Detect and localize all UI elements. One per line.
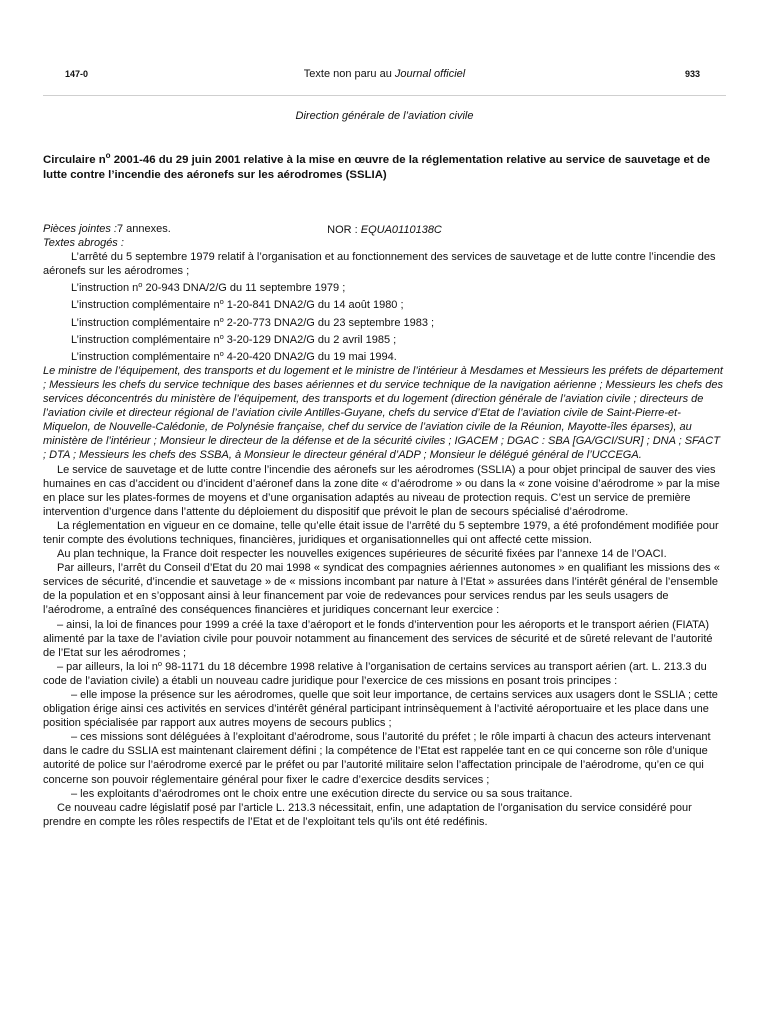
instruction-2-pre: L’instruction complémentaire n — [71, 299, 220, 312]
paragraph-sslia-purpose: Le service de sauvetage et de lutte contre l’incendie des aéronefs sur les aérodromes (SSLIA) a pour objet principal de sauver des vies humaines en cas d’accident ou d’incident d’aéronef dans la zone dite « d’aérodrome » ou dans la « zone voisine d’aérodrome » par la mise en place sur les plates-formes de moyens et d’une organisation adaptés au niveau de protection requis. C’est un service de première intervention d’urgence dans l’attente du déploiement du dispositif que prévoit le plan de secours spécialisé d’aérodrome. — [43, 463, 720, 518]
header-title-journal: Journal officiel — [394, 68, 466, 80]
loi-1998-sup: o — [157, 658, 163, 668]
document-page — [43, 0, 726, 1024]
sub-item-choice: – les exploitants d’aérodromes ont le choix entre une exécution directe du service ou sa sous traitance. — [71, 787, 573, 800]
nor-label: NOR : — [327, 224, 361, 236]
list-item-loi-finances: – ainsi, la loi de finances pour 1999 a créé la taxe d’aéroport et le fonds d’intervention pour les aéroports et le transport aérien (FIATA) alimenté par la taxe de l’aviation civile pour pouvoir notamment au financement des services de sécurité et de sûreté relevant de l’autorité de l’Etat sur les aérodromes ; — [43, 618, 713, 659]
header-divider — [43, 95, 726, 96]
instruction-4-post: 3-20-129 DNA2/G du 2 avril 1985 ; — [223, 333, 397, 346]
addressees: Le ministre de l’équipement, des transports et du logement et le ministre de l’intérieur à Mesdames et Messieurs les préfets de département ; Messieurs les chefs du service technique des bases aériennes et du service technique de la navigation aérienne ; Messieurs les chefs des services déconcentrés du ministère de l’équipement, des transports et du logement (direction générale de l’aviation civile ; directeurs de l’aviation civile et directeur régional de l’aviation civile Antilles-Guyane, chefs du service d’Etat de l’aviation civile de Saint-Pierre-et-Miquelon, de Nouvelle-Calédonie, de Polynésie française, chef du service de l’aviation civile de la Réunion, Mayotte-îles éparses), au ministère de l’intérieur ; Monsieur le directeur de la défense et de la sécurité civiles ; IGACEM ; DGAC : SBA [GA/GCI/SUR] ; DNA ; SFACT ; DTA ; Messieurs les chefs des SSBA, à Monsieur le directeur général d’ADP ; Monsieur le délégué général de l’UCCEGA. — [43, 364, 723, 462]
instruction-3-pre: L’instruction complémentaire n — [71, 316, 220, 329]
attachments-line — [43, 222, 726, 236]
attachments-label: Pièces jointes : — [43, 223, 117, 235]
attachments-value: 7 annexes. — [116, 223, 171, 235]
title-rest: 2001-46 du 29 juin 2001 relative à la mise en œuvre de la réglementation relative au service de sauvetage et de lutte contre l’incendie des aéronefs sur les aérodromes (SSLIA) — [43, 154, 711, 181]
instruction-3-post: 2-20-773 DNA2/G du 23 septembre 1983 ; — [223, 316, 435, 329]
paragraph-conseil-etat: Par ailleurs, l’arrêt du Conseil d’Etat du 20 mai 1998 « syndicat des compagnies aériennes autonomes » en qualifiant les missions des « services de sécurité, d’incendie et sauvetage » de « missions incombant par nature à l’Etat » assurées dans l’intérêt général de l’ensemble de la population et en s’opposant ainsi à leur financement par voie de redevances pour services rendus par les seuls usagers de l’aérodrome, a entraîné des conséquences financières et juridiques concernant leur exercice : — [43, 562, 720, 617]
paragraph-new-framework: Ce nouveau cadre législatif posé par l’article L. 213.3 nécessitait, enfin, une adaptation de l’organisation du service considéré pour prendre en compte les rôles respectifs de l’Etat et de l’exploitant tels qu’ils ont été redéfinis. — [43, 801, 692, 828]
repealed-texts-heading: Textes abrogés : — [43, 237, 124, 250]
loi-1998-post: 98-1171 du 18 décembre 1998 relative à l’organisation de certains services au transport aérien (art. L. 213.3 du code de l’aviation civile) a établi un nouveau cadre juridique pour l’exercice de ces missions en posant trois principes : — [43, 660, 707, 687]
loi-1998-pre: – par ailleurs, la loi n — [57, 660, 158, 673]
instruction-5-sup: o — [219, 348, 224, 358]
repealed-instruction-2 — [43, 298, 726, 312]
instruction-1-pre: L’instruction n — [71, 282, 139, 295]
instruction-3-sup: o — [219, 314, 224, 324]
repealed-instruction-4 — [43, 333, 726, 347]
paragraph-oaci: Au plan technique, la France doit respecter les nouvelles exigences supérieures de sécurité fixées par l’annexe 14 de l’OACI. — [57, 548, 667, 561]
title-prefix: Circulaire n — [43, 154, 106, 166]
instruction-1-sup: o — [138, 280, 143, 290]
instruction-2-post: 1-20-841 DNA2/G du 14 août 1980 ; — [223, 299, 404, 312]
page-header — [43, 68, 726, 82]
repealed-arrete — [43, 250, 726, 278]
paragraph-regulation-change: La réglementation en vigueur en ce domaine, telle qu’elle était issue de l’arrêté du 5 septembre 1979, a été profondément modifiée pour tenir compte des évolutions techniques, financières, juridiques et organisationnelles qui ont affecté cette mission. — [43, 519, 719, 546]
repealed-arrete-text: L’arrêté du 5 septembre 1979 relatif à l’organisation et au fonctionnement des services de sauvetage et de lutte contre l’incendie des aéronefs sur les aérodromes ; — [43, 251, 716, 278]
list-item-loi-1998 — [43, 660, 726, 688]
repealed-instruction-1 — [43, 281, 726, 295]
repealed-instruction-3 — [43, 316, 726, 330]
instruction-4-sup: o — [219, 331, 224, 341]
document-body — [43, 222, 726, 829]
instruction-5-post: 4-20-420 DNA2/G du 19 mai 1994. — [223, 350, 397, 363]
header-title-text: Texte non paru au — [303, 68, 395, 80]
page-reference: 147-0 — [65, 69, 89, 79]
repealed-instruction-5 — [43, 350, 726, 364]
instruction-4-pre: L’instruction complémentaire n — [71, 333, 220, 346]
sub-item-delegation: – ces missions sont déléguées à l’exploitant d’aérodrome, sous l’autorité du préfet ; le rôle imparti à chacun des acteurs intervenant dans le cadre du SSLIA est maintenant clairement défini ; la compétence de l’Etat est rappelée tant en ce qui concerne son rôle d’unique autorité de police sur l’aérodrome exercé par le préfet ou par l’autorité militaire selon l’affectation principale de l’aérodrome, qu’en ce qui concerne son pouvoir réglementaire général pour fixer le cadre d’exercice desdits services ; — [43, 731, 711, 786]
header-title — [43, 68, 726, 80]
instruction-5-pre: L’instruction complémentaire n — [71, 350, 220, 363]
nor-value: EQUA0110138C — [360, 224, 442, 236]
page-number: 933 — [684, 69, 700, 79]
sub-item-presence: – elle impose la présence sur les aérodromes, quelle que soit leur importance, de certains services aux usagers dont le SSLIA ; cette obligation érige ainsi ces activités en services d’intérêt général participant intrinsèquement à l’activité aéroportuaire et les place dans une position spécialisée par rapport aux autres moyens de secours publics ; — [43, 689, 718, 730]
instruction-1-post: 20-943 DNA/2/G du 11 septembre 1979 ; — [142, 282, 346, 295]
instruction-2-sup: o — [219, 297, 224, 307]
title-numero-sup: o — [105, 151, 111, 161]
circular-title — [43, 153, 726, 183]
issuing-authority: Direction générale de l’aviation civile — [295, 110, 474, 122]
